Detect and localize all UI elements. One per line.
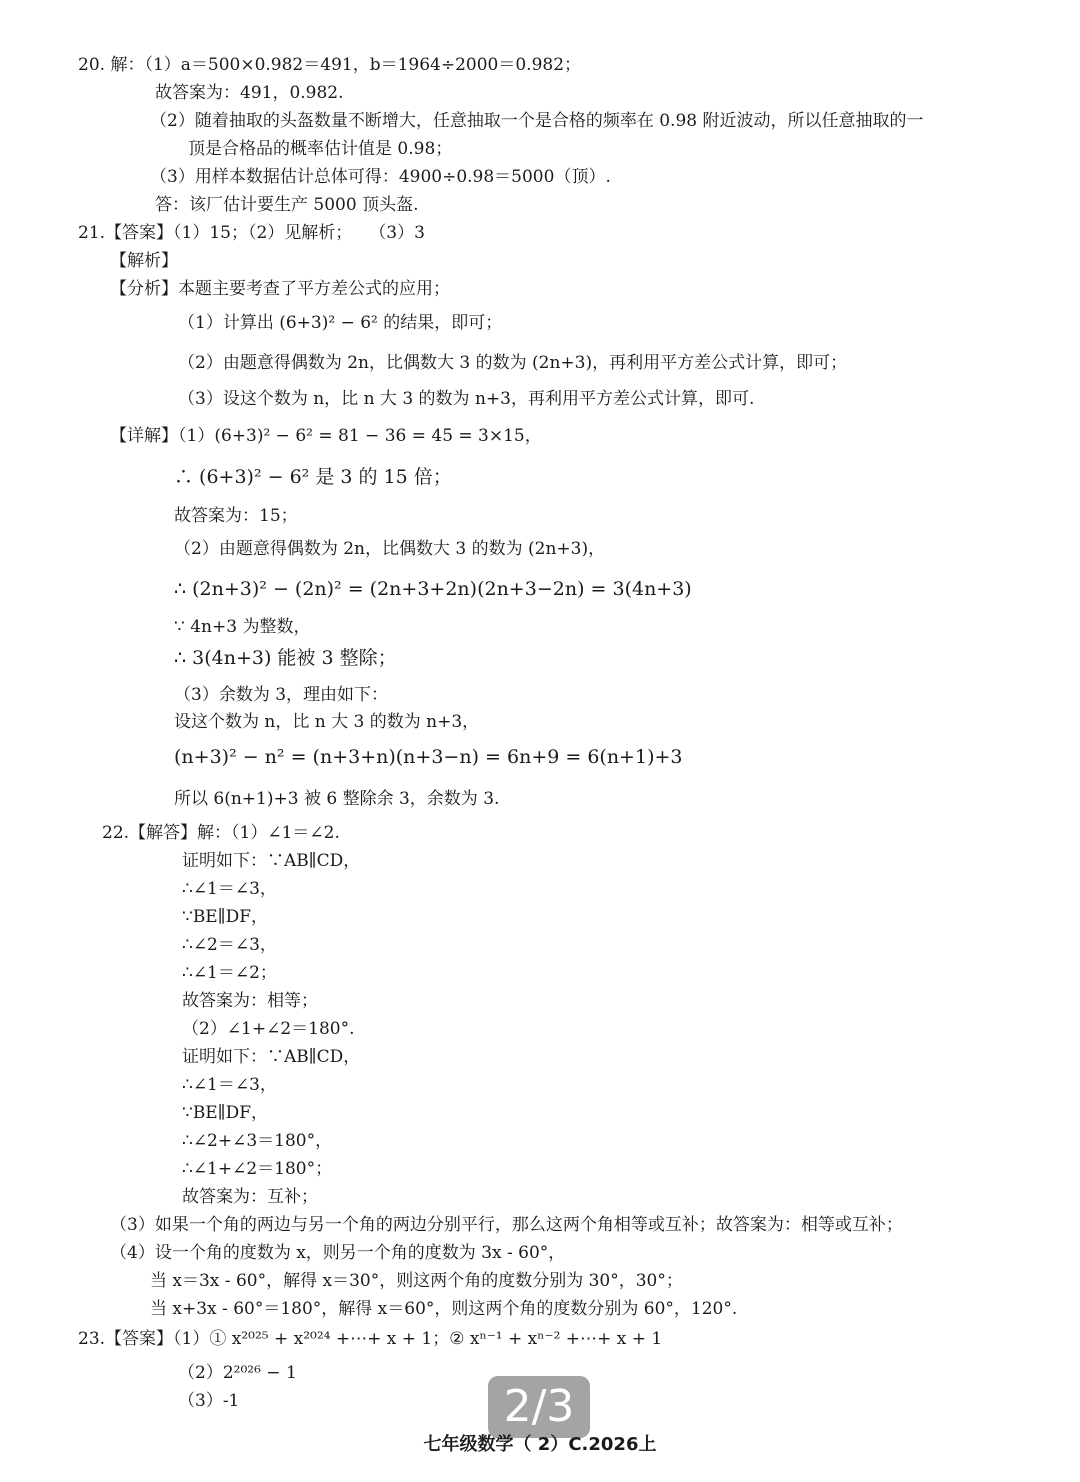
l28: ∴∠1＝∠2；	[182, 963, 277, 983]
l17: ∵ 4n+3 为整数，	[174, 617, 311, 637]
l24: 证明如下：∵AB∥CD，	[182, 851, 361, 871]
l40: 当 x+3x - 60°＝180°，解得 x＝60°，则这两个角的度数分别为 60°，120°.	[150, 1299, 738, 1319]
l14: 故答案为：15；	[174, 506, 298, 526]
l32: ∴∠1＝∠3，	[182, 1075, 277, 1095]
l21: (n+3)² − n² = (n+3+n)(n+3−n) = 6n+9 = 6(n+1)+3	[174, 746, 683, 768]
l29: 故答案为：相等；	[182, 991, 318, 1011]
l7: 【解析】	[110, 251, 178, 271]
l34: ∴∠2+∠3＝180°，	[182, 1131, 333, 1151]
l18: ∴ 3(4n+3) 能被 3 整除；	[174, 647, 397, 669]
l0: 20. 解：（1）a＝500×0.982＝491，b＝1964÷2000＝0.982；	[78, 55, 582, 75]
l16: ∴ (2n+3)² − (2n)² = (2n+3+2n)(2n+3−2n) = 3(4n+3)	[174, 578, 692, 600]
l19: （3）余数为 3，理由如下：	[174, 685, 389, 705]
l27: ∴∠2＝∠3，	[182, 935, 277, 955]
l41: 23.【答案】（1）① x²⁰²⁵ + x²⁰²⁴ +⋯+ x + 1；② xⁿ⁻¹ + xⁿ⁻² +⋯+ x + 1	[78, 1329, 663, 1349]
l10: （2）由题意得偶数为 2n，比偶数大 3 的数为 (2n+3)，再利用平方差公式计算，即可；	[178, 353, 848, 373]
l15: （2）由题意得偶数为 2n，比偶数大 3 的数为 (2n+3)，	[174, 539, 606, 559]
l5: 答：该厂估计要生产 5000 顶头盔.	[155, 195, 419, 215]
l3: 顶是合格品的概率估计值是 0.98；	[188, 139, 453, 159]
page-footer: 七年级数学（ 2）C.2026上	[423, 1434, 657, 1455]
l9: （1）计算出 (6+3)² − 6² 的结果，即可；	[178, 313, 503, 333]
l11: （3）设这个数为 n，比 n 大 3 的数为 n+3，再利用平方差公式计算，即可.	[178, 389, 755, 409]
l38: （4）设一个角的度数为 x，则另一个角的度数为 3x - 60°，	[110, 1243, 566, 1263]
l23: 22.【解答】解：（1）∠1＝∠2.	[102, 823, 340, 843]
l30: （2）∠1+∠2＝180°.	[182, 1019, 355, 1039]
l22: 所以 6(n+1)+3 被 6 整除余 3，余数为 3.	[174, 789, 500, 809]
l31: 证明如下：∵AB∥CD，	[182, 1047, 361, 1067]
page-indicator-badge: 2/3	[488, 1376, 590, 1438]
l1: 故答案为：491，0.982.	[155, 83, 344, 103]
l35: ∴∠1+∠2＝180°；	[182, 1159, 333, 1179]
l26: ∵BE∥DF，	[182, 907, 268, 927]
l39: 当 x＝3x - 60°，解得 x＝30°，则这两个角的度数分别为 30°，30°；	[150, 1271, 683, 1291]
l43: （3）-1	[178, 1391, 240, 1411]
l42: （2）2²⁰²⁶ − 1	[178, 1363, 297, 1383]
l20: 设这个数为 n，比 n 大 3 的数为 n+3，	[174, 712, 480, 732]
l36: 故答案为：互补；	[182, 1187, 318, 1207]
l33: ∵BE∥DF，	[182, 1103, 268, 1123]
l37: （3）如果一个角的两边与另一个角的两边分别平行，那么这两个角相等或互补；故答案为：相等或互补；	[110, 1215, 903, 1235]
l13: ∴ (6+3)² − 6² 是 3 的 15 倍；	[174, 466, 452, 488]
l12: 【详解】（1）(6+3)² − 6² = 81 − 36 = 45 = 3×15，	[110, 426, 542, 446]
l6: 21.【答案】（1）15；（2）见解析； （3）3	[78, 223, 425, 243]
l2: （2）随着抽取的头盔数量不断增大，任意抽取一个是合格的频率在 0.98 附近波动，所以任意抽取的一	[150, 111, 924, 131]
l4: （3）用样本数据估计总体可得：4900÷0.98＝5000（顶）.	[150, 167, 611, 187]
l25: ∴∠1＝∠3，	[182, 879, 277, 899]
l8: 【分析】本题主要考查了平方差公式的应用；	[110, 279, 450, 299]
